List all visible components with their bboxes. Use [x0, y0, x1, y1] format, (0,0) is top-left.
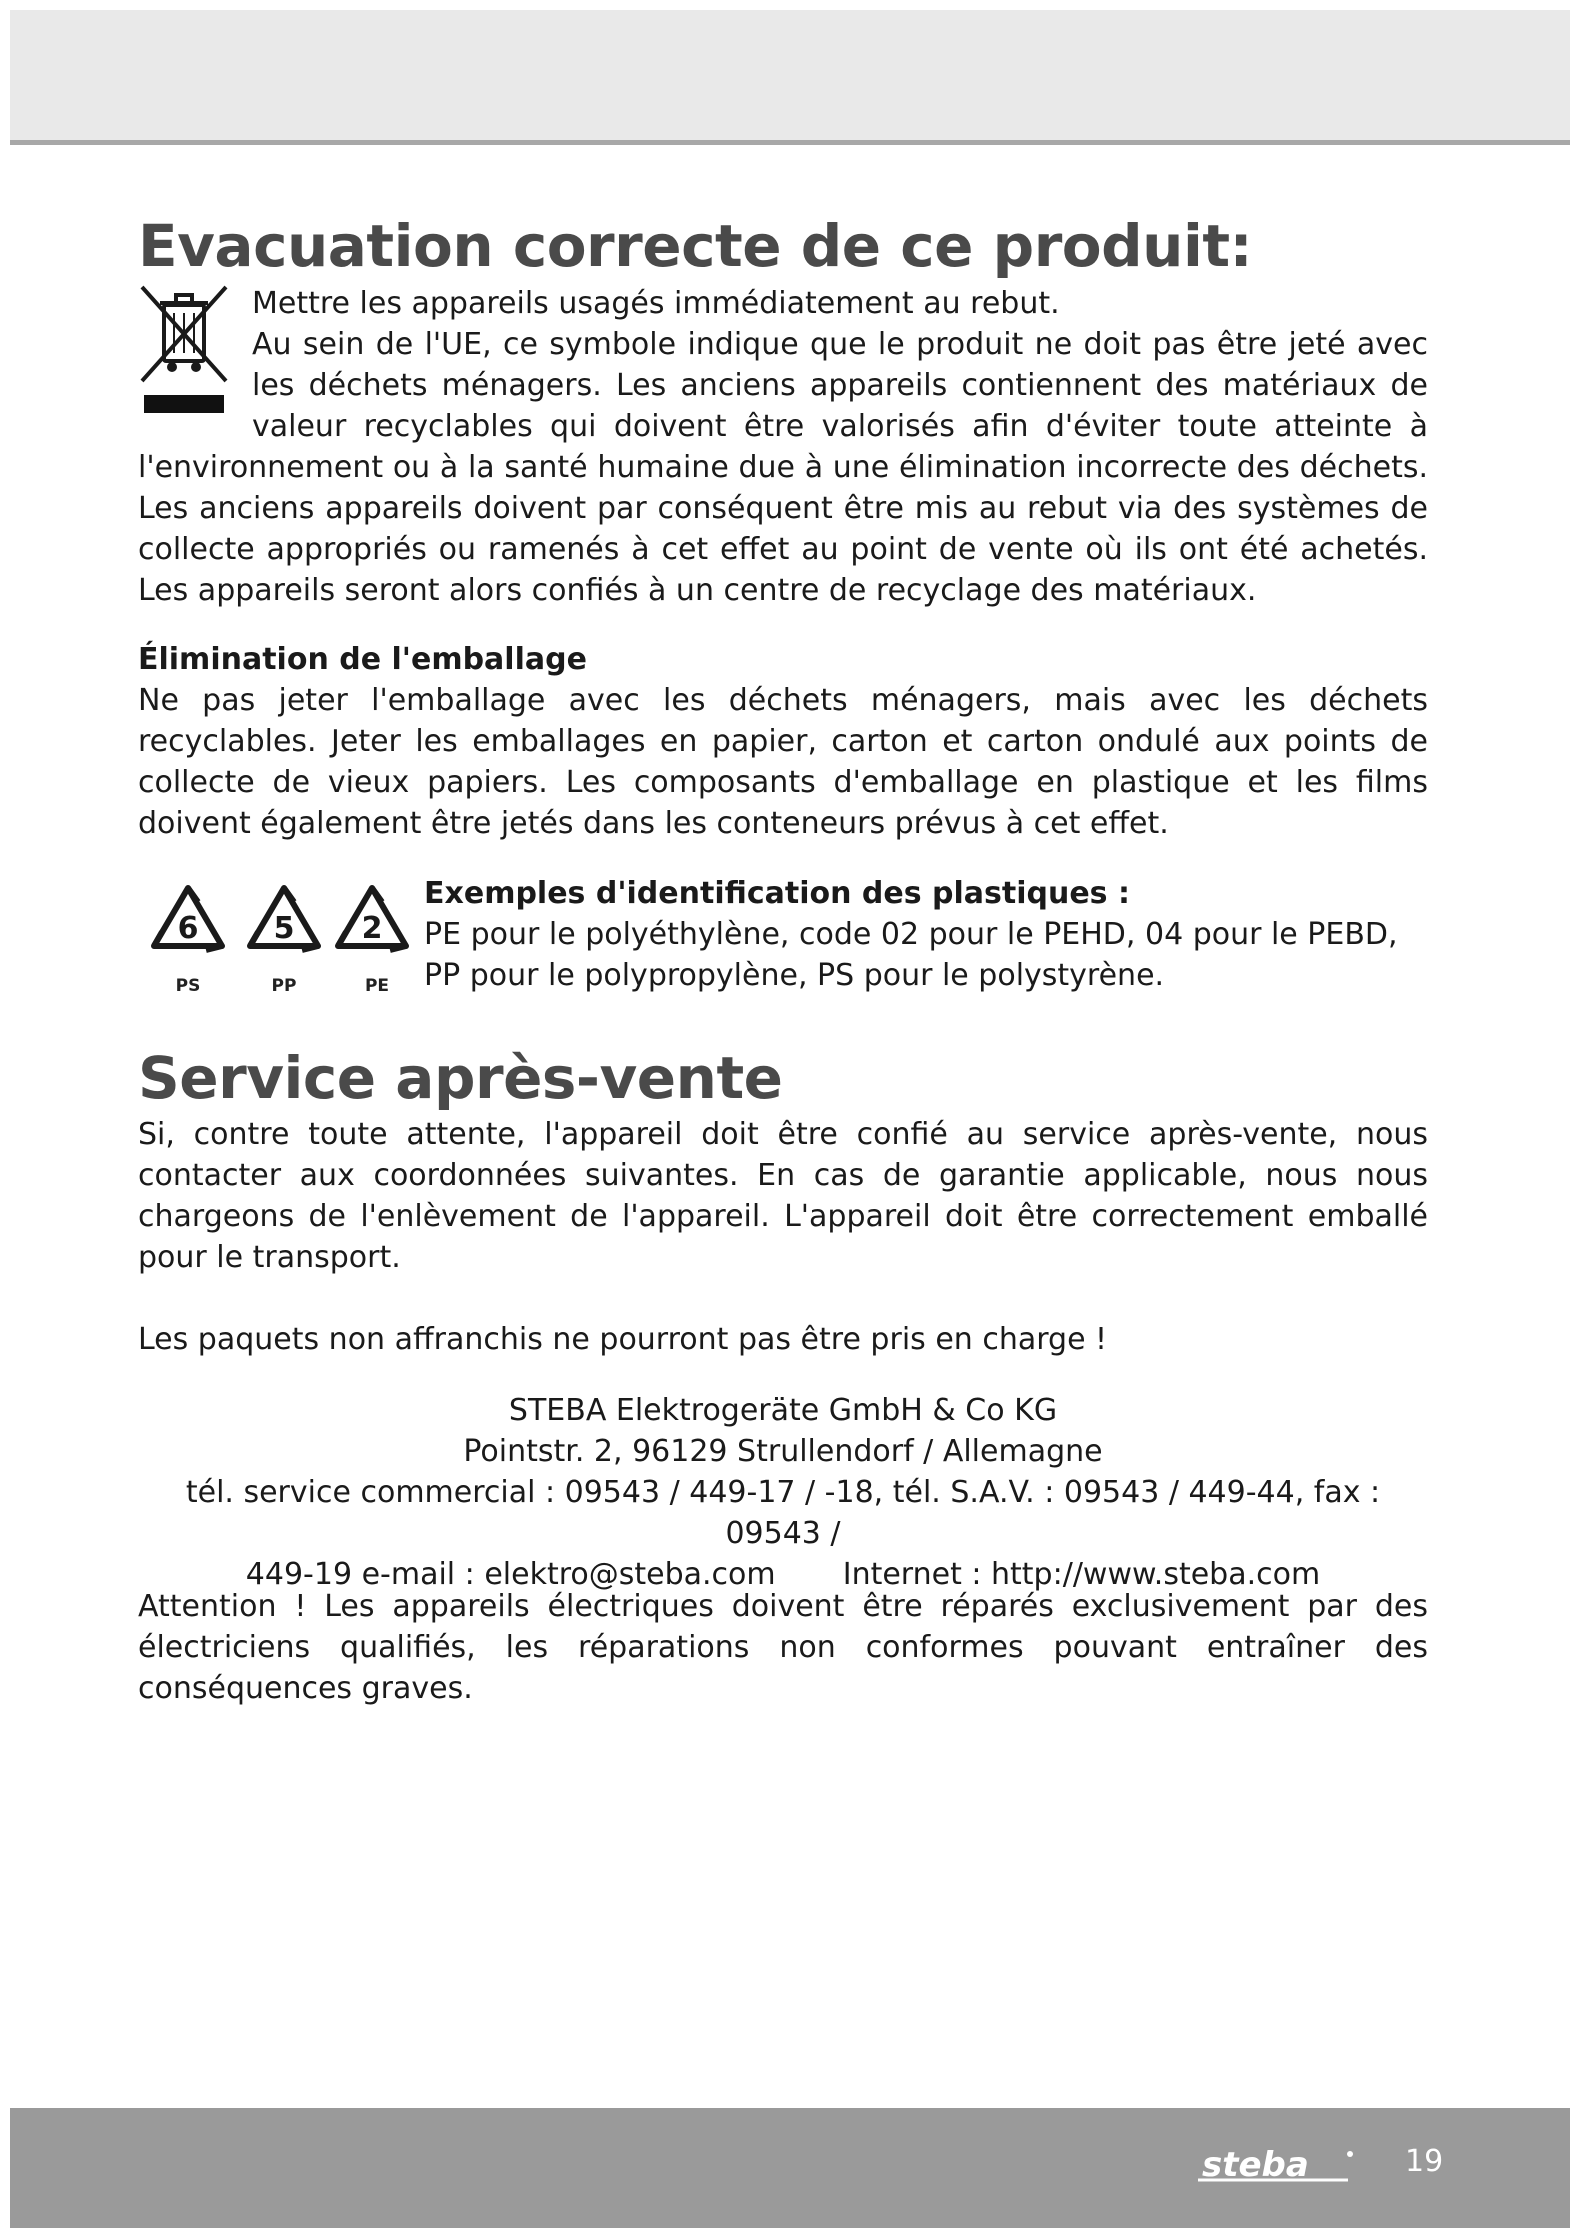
recycle-pp-icon — [244, 880, 334, 996]
packaging-text: Ne pas jeter l'emballage avec les déchets ménagers, mais avec les déchets recyclables. Jeter les emballages en papier, carton et carton ondulé aux points de collecte de vieux papiers. Les composants d'emballage en plastique et les films doivent également être jetés dans les conteneurs prévus à cet effet. — [138, 683, 1428, 841]
disposal-body — [138, 447, 1428, 611]
disposal-intro — [252, 283, 1428, 447]
disposal-line-3: les déchets ménagers. Les anciens appareils contiennent des matériaux de — [252, 368, 1428, 403]
pp-code: 5 — [273, 911, 295, 946]
company-name: STEBA Elektrogeräte GmbH & Co KG — [508, 1393, 1058, 1428]
company-phones: tél. service commercial : 09543 / 449-17 / -18, tél. S.A.V. : 09543 / 449-44, fax : 09543 / — [185, 1475, 1381, 1551]
company-address: Pointstr. 2, 96129 Strullendorf / Allemagne — [463, 1434, 1103, 1469]
steba-logo-text: steba — [1202, 2146, 1309, 2185]
ps-code: 6 — [177, 911, 199, 946]
plastics-line-2: PP pour le polypropylène, PS pour le polystyrène. — [424, 958, 1165, 993]
company-email: 449-19 e-mail : elektro@steba.com — [245, 1557, 776, 1592]
page-number: 19 — [1405, 2144, 1444, 2179]
disposal-line-2: Au sein de l'UE, ce symbole indique que le produit ne doit pas être jeté avec — [252, 327, 1428, 362]
pp-label: PP — [271, 976, 297, 996]
service-para-1: Si, contre toute attente, l'appareil doit être confié au service après-vente, nous contacter aux coordonnées suivantes. En cas de garantie applicable, nous nous chargeons de l'enlèvement de l'appareil. L'appareil doit être correctement emballé pour le transport. — [138, 1117, 1428, 1275]
pe-code: 2 — [361, 911, 383, 946]
service-para-2: Les paquets non affranchis ne pourront pas être pris en charge ! — [138, 1322, 1108, 1357]
steba-logo — [1198, 2146, 1358, 2188]
packaging-section — [138, 640, 1428, 844]
contact-block — [138, 1390, 1428, 1595]
disposal-line-1: Mettre les appareils usagés immédiatement au rebut. — [252, 286, 1060, 321]
pe-label: PE — [364, 976, 390, 996]
recycle-ps-icon — [148, 880, 238, 996]
disposal-line-4: valeur recyclables qui doivent être valorisés afin d'éviter toute atteinte à — [252, 409, 1428, 444]
attention-section — [138, 1586, 1428, 1709]
packaging-heading: Élimination de l'emballage — [138, 642, 587, 677]
header-band — [10, 10, 1570, 145]
service-section — [138, 1114, 1428, 1360]
service-title: Service après-vente — [138, 1044, 783, 1112]
attention-text: Attention ! Les appareils électriques doivent être réparés exclusivement par des électriciens qualifiés, les réparations non conformes pouvant entraîner des conséquences graves. — [138, 1589, 1428, 1706]
disposal-rest: l'environnement ou à la santé humaine due à une élimination incorrecte des déchets. Les anciens appareils doivent par conséquent être mis au rebut via des systèmes de collecte appropriés ou ramenés à cet effet au point de vente où ils ont été achetés. Les appareils seront alors confiés à un centre de recyclage des matériaux. — [138, 450, 1428, 608]
crossed-bin-icon — [138, 283, 230, 415]
plastics-heading: Exemples d'identification des plastiques : — [424, 876, 1130, 911]
plastics-section — [424, 874, 1428, 996]
recycle-pe-icon — [332, 880, 422, 996]
company-website: Internet : http://www.steba.com — [842, 1557, 1321, 1592]
plastics-line-1: PE pour le polyéthylène, code 02 pour le PEHD, 04 pour le PEBD, — [424, 917, 1398, 952]
disposal-title: Evacuation correcte de ce produit: — [138, 212, 1253, 280]
ps-label: PS — [175, 976, 201, 996]
